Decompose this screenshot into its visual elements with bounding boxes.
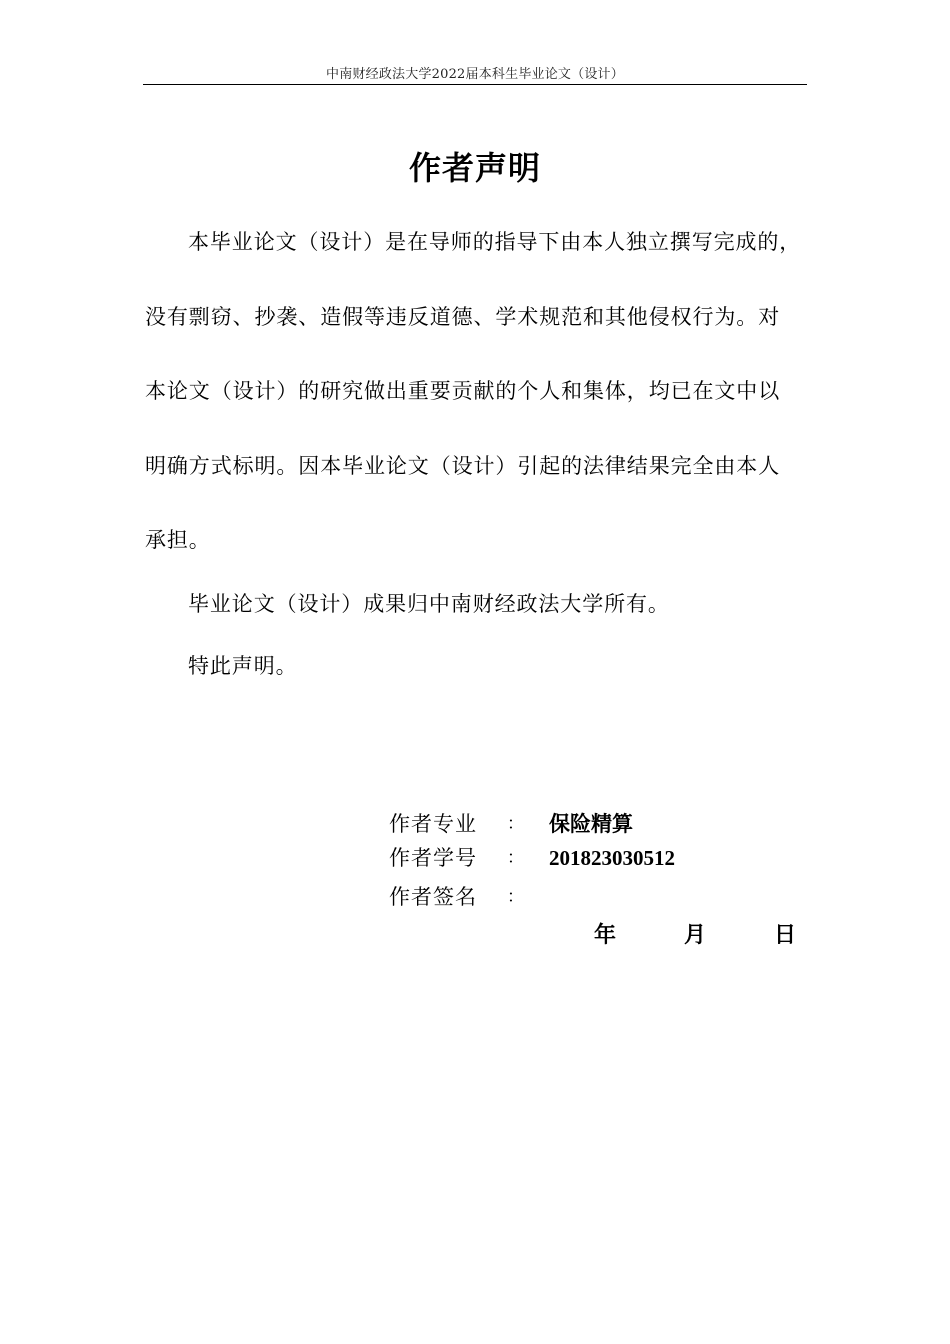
copyright-statement: 毕业论文（设计）成果归中南财经政法大学所有。: [188, 592, 670, 616]
closing-statement: 特此声明。: [188, 654, 298, 678]
declaration-line-4: 明确方式标明。因本毕业论文（设计）引起的法律结果完全由本人: [145, 454, 781, 478]
declaration-line-2: 没有剽窃、抄袭、造假等违反道德、学术规范和其他侵权行为。对: [145, 305, 781, 329]
page-header: 中南财经政法大学2022届本科生毕业论文（设计）: [143, 66, 807, 85]
author-major-value: 保险精算: [549, 812, 633, 836]
declaration-line-3: 本论文（设计）的研究做出重要贡献的个人和集体，均已在文中以: [145, 379, 781, 403]
author-id-label: 作者学号: [389, 846, 477, 870]
author-id-colon: ：: [507, 848, 524, 868]
page-title: 作者声明: [408, 149, 541, 187]
date-month: 月: [684, 922, 707, 948]
author-major-label: 作者专业: [389, 812, 477, 836]
author-id-value: 201823030512: [549, 846, 675, 870]
declaration-line-1: 本毕业论文（设计）是在导师的指导下由本人独立撰写完成的，: [188, 230, 802, 254]
author-major-colon: ：: [507, 814, 524, 834]
date-year: 年: [594, 922, 617, 948]
author-signature-label: 作者签名: [389, 885, 477, 909]
declaration-line-5: 承担。: [145, 528, 211, 552]
date-day: 日: [774, 922, 797, 948]
author-signature-colon: ：: [507, 887, 524, 907]
